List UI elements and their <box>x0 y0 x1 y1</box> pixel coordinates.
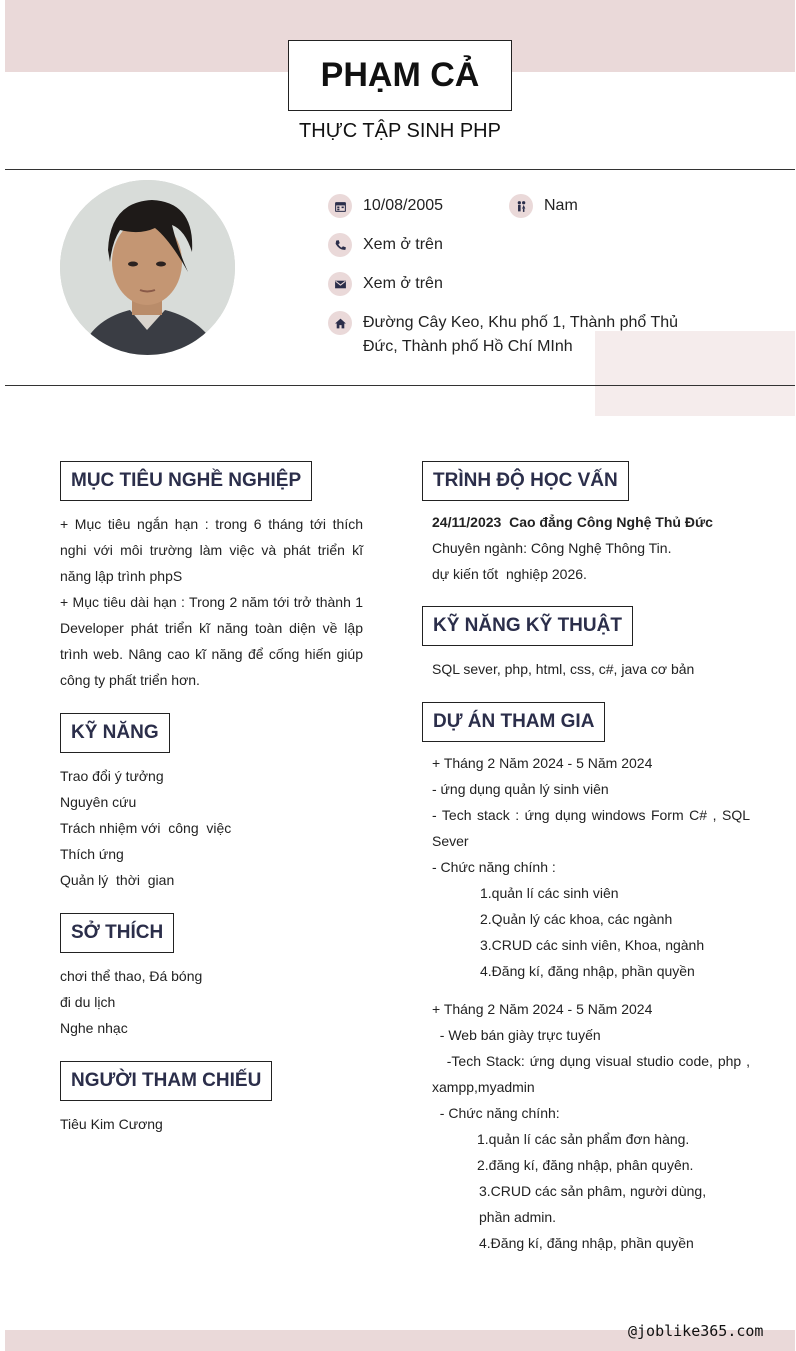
references-list <box>60 1111 163 1137</box>
tech-skills-text: SQL sever, php, html, css, c#, java cơ bản <box>432 661 695 677</box>
gender-icon <box>509 194 533 218</box>
list-item: 1.quản lí các sản phẩm đơn hàng. <box>477 1131 690 1147</box>
hobbies-list <box>60 963 202 1041</box>
list-item: Tiêu Kim Cương <box>60 1116 163 1132</box>
skills-list <box>60 763 231 893</box>
section-skills-title: KỸ NĂNG <box>60 713 170 753</box>
list-item: Quản lý thời gian <box>60 872 175 888</box>
list-item: 1.quản lí các sinh viên <box>480 885 619 901</box>
divider-top <box>5 169 795 170</box>
envelope-icon <box>328 272 352 296</box>
project-name: - Web bán giày trực tuyến <box>432 1027 601 1043</box>
project-period: + Tháng 2 Năm 2024 - 5 Năm 2024 <box>432 755 653 771</box>
project-stack: -Tech Stack: ứng dụng visual studio code, php , xampp,myadmin <box>432 1053 754 1095</box>
list-item: Nguyên cứu <box>60 794 137 810</box>
list-item: Trách nhiệm với công việc <box>60 820 232 836</box>
project-stack: - Tech stack : ứng dụng windows Form C# , SQL Sever <box>432 807 750 849</box>
list-item: Trao đổi ý tưởng <box>60 768 164 784</box>
education-block <box>432 509 752 587</box>
section-projects-title: DỰ ÁN THAM GIA <box>422 702 605 742</box>
list-item: chơi thể thao, Đá bóng <box>60 968 203 984</box>
project-features-label: - Chức năng chính : <box>432 859 556 875</box>
candidate-name: PHẠM CẢ <box>288 40 512 111</box>
phone-row <box>328 233 443 257</box>
birthday-value: 10/08/2005 <box>363 197 444 214</box>
phone-value: Xem ở trên <box>363 236 443 253</box>
section-hobbies-title: SỞ THÍCH <box>60 913 174 953</box>
list-item: 2.Quản lý các khoa, các ngành <box>480 911 673 927</box>
job-title: THỰC TẬP SINH PHP <box>299 120 501 142</box>
project-name: - ứng dụng quản lý sinh viên <box>432 781 609 797</box>
list-item: 4.Đăng kí, đăng nhập, phần quyền <box>479 1235 694 1251</box>
section-references-title: NGƯỜI THAM CHIẾU <box>60 1061 272 1101</box>
project-period: + Tháng 2 Năm 2024 - 5 Năm 2024 <box>432 1001 653 1017</box>
divider-bottom <box>5 385 795 386</box>
project-features-label: - Chức năng chính: <box>432 1105 560 1121</box>
gender-row <box>509 194 578 218</box>
list-item: đi du lịch <box>60 994 116 1010</box>
objective-text: + Mục tiêu ngắn hạn : trong 6 tháng tới thích nghi với môi trường làm việc và phát triển kĩ năng lập trình phpS + Mục tiêu dài hạn : Trong 2 năm tới trở thành 1 Developer phát triển kĩ năng toàn diện về lập trình web. Nâng cao kĩ năng để cống hiến giúp công ty phất triển hơn. <box>60 516 363 688</box>
tech-skills-text-wrap <box>432 656 694 682</box>
list-item: 4.Đăng kí, đăng nhập, phần quyền <box>480 963 695 979</box>
education-date: 24/11/2023 <box>432 514 502 530</box>
gender-value: Nam <box>544 197 578 214</box>
address-value <box>363 311 678 359</box>
birthday-row <box>328 194 443 218</box>
list-item: 3.CRUD các sản phâm, người dùng, phần admin. <box>479 1183 707 1225</box>
home-icon <box>328 311 352 335</box>
email-row <box>328 272 443 296</box>
address-line-1: Đường Cây Keo, Khu phố 1, Thành phổ Thủ <box>363 314 679 331</box>
education-expected: dự kiến tốt nghiệp 2026. <box>432 566 587 582</box>
phone-icon <box>328 233 352 257</box>
avatar <box>60 180 235 355</box>
list-item: Thích ứng <box>60 846 124 862</box>
education-school: Cao đẳng Công Nghệ Thủ Đức <box>509 514 713 530</box>
list-item: 2.đăng kí, đăng nhập, phân quyên. <box>477 1157 694 1173</box>
address-line-2: Đức, Thành phố Hồ Chí MInh <box>363 338 573 355</box>
education-heading <box>432 509 752 535</box>
section-education-title: TRÌNH ĐỘ HỌC VẤN <box>422 461 629 501</box>
section-tech-skills-title: KỸ NĂNG KỸ THUẬT <box>422 606 633 646</box>
section-objective-title: MỤC TIÊU NGHỀ NGHIỆP <box>60 461 312 501</box>
avatar-photo <box>60 180 235 355</box>
email-value: Xem ở trên <box>363 275 443 292</box>
list-item: Nghe nhạc <box>60 1020 128 1036</box>
address-row <box>328 311 678 359</box>
education-major: Chuyên ngành: Công Nghệ Thông Tin. <box>432 540 672 556</box>
list-item: 3.CRUD các sinh viên, Khoa, ngành <box>480 937 705 953</box>
brand-watermark: @joblike365.com <box>628 1322 764 1340</box>
project-2 <box>432 996 754 1256</box>
project-1 <box>432 750 750 984</box>
calendar-icon <box>328 194 352 218</box>
